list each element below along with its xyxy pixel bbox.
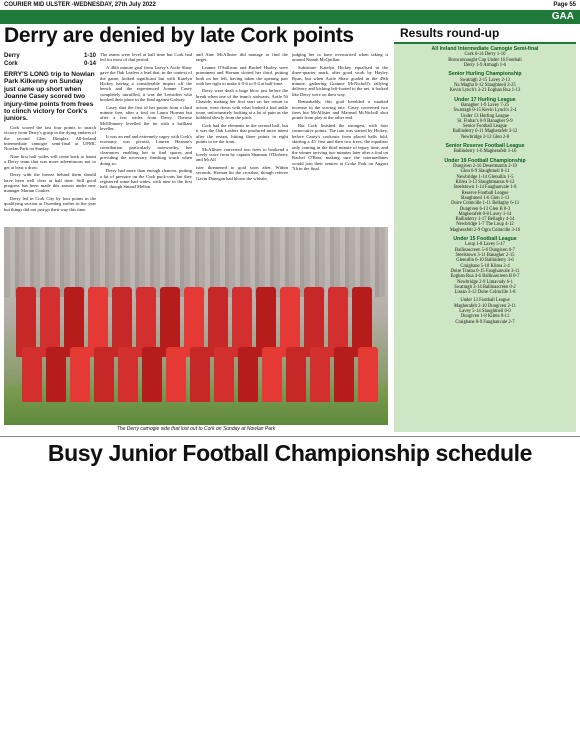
result-line: Steelstown 1-14 Faughanvale 1-8 <box>453 185 517 191</box>
second-headline: Busy Junior Football Championship schedule <box>47 440 533 466</box>
photo-player <box>118 347 138 402</box>
result-line: St. Finbar's 0-9 Banagher 9-9 <box>457 118 513 124</box>
result-line: Senior Football League <box>462 124 507 130</box>
paragraph: Derry were dealt a huge blow just before the break when one of the team's stalwarts, Aoife Ni Chaside, making her first start on her return to action, went down with what looked a bad ankle issue, unfortunately looking at a lot of pain as she hobbled slowly from the pitch. <box>196 88 288 121</box>
results-section <box>398 298 572 324</box>
results-heading: Senior Hurling Championship <box>448 71 522 78</box>
paragraph: Casey shot the first of her points from a third minute free, after a foul on Laura Hornan but after a few wides from Derry, Therese McElhinney levelled the tie with a brilliant leveller. <box>100 104 192 132</box>
paragraph: Remarkably, this goal heralded a marked increase in the scoring rate. Casey converted two frees but McAllister and Mairead McNicholl shot points from play at the other end. <box>292 99 388 121</box>
paragraph: Derry led in Cork City by four points in the qualifying section at Owenbeg earlier in the year but things did not just go their way this time. <box>4 195 96 212</box>
photo-player <box>142 347 162 402</box>
result-line: Magherafelt 2-10 Dungiven 2-11 <box>454 303 516 309</box>
result-line: Kevin Lynch's 3-21 Eoghan Rua 1-13 <box>449 88 521 94</box>
result-line: Ballinderry 1-17 Bellaghy 4-14 <box>455 217 515 223</box>
article-column-1 <box>4 52 96 224</box>
result-line: Slaughtneil 1-6 Glen 1-13 <box>460 195 510 201</box>
results-heading: All Ireland Intermediate Camogie Semi-final <box>431 46 539 52</box>
result-line: Swatragh 3-14 Ballinascreen 0-2 <box>454 284 516 290</box>
result-line: Dungiven 2-16 Desertmartin 2-19 <box>453 164 517 170</box>
result-line: Na Magha 0-12 Slaughtneil 2-25 <box>454 83 516 88</box>
result-line: Doire Trasna 0-15 Faughanvale 3-11 <box>450 268 520 274</box>
results-section <box>398 236 572 295</box>
results-section <box>398 71 572 93</box>
paragraph: judging her to have overcarried when taking it around Niamh McQuillan. <box>292 52 388 63</box>
result-line: Ballinderry 1-6 Magherafelt 1-16 <box>453 149 517 155</box>
article-column-4 <box>292 52 388 224</box>
result-line: Ballinascreen 5-6 Dungiven 0-7 <box>454 247 515 253</box>
result-line: Kilrea 3-13 Slaughtmanus 0-12 <box>455 180 515 186</box>
paragraph: McAllister converted two frees to bookend a lovely score from by captain Shannon O'Doherty and McAll <box>196 146 288 163</box>
photo-player <box>238 347 258 402</box>
result-line: Newbridge 1-7 The Loup 4-12 <box>456 222 514 228</box>
scoreline-1 <box>4 52 96 60</box>
article-column-3 <box>196 52 288 224</box>
photo-player <box>22 347 42 402</box>
results-heading: Senior Reserve Football League <box>445 143 525 150</box>
page-header <box>0 0 580 10</box>
result-line: Newbridge 2-12 Glen 2-8 <box>460 134 510 140</box>
score-value-cork: 0-14 <box>83 61 96 67</box>
result-line: Dungiven 1-8 Kilrea 0-11 <box>460 314 510 320</box>
paragraph: But Cork finished the strongest, with four consecutive points. The rain was started by Hickey, before Casey's cookouts from placed balls fold, skirting a 45' first and then two frees, the equaliser only coming in the third minute of injury time, and the winner arriving two minutes later after a foul on Rachel O'Hara, making sure the intermediates would join their seniors at Croke Park on August 7th in the final. <box>292 122 388 172</box>
result-line: Craigbane 8-9 Faughanvale 2-7 <box>455 319 515 325</box>
result-line: Derry 1-9 Armagh 1-6 <box>463 63 507 68</box>
photo-player <box>46 347 66 402</box>
result-line: Swatragh 2-15 Lavey 2-13 <box>459 77 511 83</box>
result-line: Lavey 5-14 Slaughtneil 0-0 <box>459 309 511 315</box>
result-line: Swatragh 0-15 Kevin Lynch's 2-4 <box>453 108 517 114</box>
results-section <box>398 158 572 233</box>
photo-player <box>358 347 378 402</box>
paragraph: ister threatened to goal soon after. Within seconds, Hornan hit the crossbar, though referee Gavin Donegan had blown the whistle, <box>196 164 288 181</box>
result-line: Craigbane 5-18 Kilrea 2-4 <box>460 263 510 269</box>
result-line: Cork 0-14 Derry 1-10 <box>464 52 506 58</box>
score-value-derry: 1-10 <box>83 53 96 59</box>
result-line: Bronconnaught Cup Under 16 Football <box>448 57 522 63</box>
photo-player <box>70 347 90 402</box>
section-bar <box>0 10 580 24</box>
paragraph: The teams were level at half time but Cork had led for most of that period. <box>100 52 192 63</box>
publication-date: COURIER MID ULSTER -WEDNESDAY, 27th July 2022 <box>4 2 156 8</box>
results-box <box>394 42 576 432</box>
paragraph: Cork scored the last four points to snatch victory from Derry's grasp in the dying embers of the second Glen Dimplex All-Ireland intermediate camogie semi-final at UPMC Nowlan Park on Sunday. <box>4 124 96 152</box>
paragraph: It was an end and extremely cagey with Cork's economy was pivotal, Lauren Heanon's contribution particularly noteworthy, her clearances enabling her to find spaces and providing the necessary finishing touch when doing so. <box>100 133 192 166</box>
section-label: GAA <box>551 11 574 22</box>
paragraph: Substitute Katelyn Hickey equalised at the three-quarter mark, after good work by Hayley Ryan, but when Aoife Shaw goaled in the 49th minute, gathering Grainne McNicholl's rallying delivery and kicking left-footed to the net, it looked like Derry were on their way. <box>292 64 388 97</box>
result-line: Eoghan Rua 4-6 Ballinascreen B 0-7 <box>450 274 520 280</box>
article-column-2 <box>100 52 192 224</box>
result-line: Under 13 Football League <box>460 298 510 304</box>
result-line: Ballinderry 0-11 Magherafelt 3-12 <box>452 129 518 135</box>
result-line: Magherafelt 2-9 Ogra Colmcille 3-16 <box>449 227 521 233</box>
paragraph: and Aine McAllister did manage to find the target. <box>196 52 288 63</box>
paragraph: A 46th minute goal from Leavy's Aoife Shaw gave the Oak Leafers a lead that, in the context of the game, looked significant but with Katelyn Hickey having a considerable impact off the bench and the experienced Joanne Casey completely unruffled, it was the Leesiders who booked their place in the final against Galway. <box>100 64 192 103</box>
score-team-derry: Derry <box>4 53 20 59</box>
result-line: Newbridge 1-14 Glenullin 1-5 <box>456 174 514 180</box>
result-line: Doire Colmcille 1-11 Bellaghy 6-13 <box>451 201 519 207</box>
photo-caption: The Derry camogie side that lost out to Cork on Sunday at Nowlan Park <box>116 426 276 432</box>
result-line: Newbridge 2-9 Limavady 6-1 <box>457 279 513 285</box>
scoreline-2 <box>4 60 96 68</box>
result-line: Under 13 Hurling League <box>460 113 510 119</box>
photo-player <box>334 347 354 402</box>
result-line: Glenullin 6-10 Ballinderry 3-6 <box>456 258 514 264</box>
paragraph: Derry had more than enough chances, putting a lot of pressure on the Cork puck-outs but they registered some bad wides, with nine in the first half, though Sinead Mellon <box>100 168 192 190</box>
paragraph: Nine first half wides will come back to haunt a Derry team that was more adventurous not to get at least a draw. <box>4 153 96 170</box>
results-panel <box>394 24 576 433</box>
photo-player <box>310 347 330 402</box>
photo-player <box>214 347 234 402</box>
result-line: Reserve Football League <box>461 190 509 196</box>
result-line: Lissan 3-12 Doire Colmcille 1-8 <box>454 290 516 296</box>
page-number: Page 55 <box>553 2 576 8</box>
photo-player <box>262 347 282 402</box>
result-line: Steelstown 3-11 Banagher 2-15 <box>455 253 515 259</box>
paragraph: Leanne O'Sullivan and Rachel Hurley were prominent and Hornan slotted her third, putting both on her left, having taken the opening pair with her right to make it 0-6 to 0-4 at half-time. <box>196 64 288 87</box>
photo-player <box>190 347 210 402</box>
team-photo <box>4 227 388 425</box>
results-heading: Under 17 Hurling League <box>454 96 516 103</box>
results-title: Results round-up <box>400 26 500 40</box>
paragraph: Derry with the breeze behind them should have been well clear at half time. Still good progress has been made this season under new manager Marian Coulter. <box>4 172 96 194</box>
main-headline: Derry are denied by late Cork points <box>4 24 354 47</box>
result-line: Banagher 1-9 Lavey 7-25 <box>460 103 510 108</box>
photo-player <box>94 347 114 402</box>
paragraph: Cork had the elements in the second half, but it was the Oak Leafers that produced more intent after the restart, hitting three points in eight points to tie the front. <box>196 122 288 145</box>
results-section <box>398 143 572 155</box>
article-lead: ERRY'S LONG trip to Nowlan Park Kilkenny on Sunday just came up short when Joanne Casey scored two injury-time points from frees to clinch victory for Cork's juniors. <box>4 71 95 123</box>
photo-player <box>286 347 306 402</box>
results-heading: Under 15 Football League <box>453 236 517 243</box>
photo-player <box>166 347 186 402</box>
results-heading: Under 19 Football Championship <box>444 157 526 164</box>
results-section <box>398 97 572 140</box>
score-team-cork: Cork <box>4 61 18 67</box>
result-line: Loup 1-8 Lavey 5-17 <box>465 242 505 248</box>
result-line: Dungiven 6-13 Glen B 0-3 <box>459 206 511 212</box>
section-divider <box>0 436 580 437</box>
result-line: Glen 0-9 Slaughtneil 0-11 <box>460 169 510 175</box>
results-section <box>398 46 572 68</box>
result-line: Magherafelt 0-8 Lavey 1-14 <box>458 211 512 217</box>
